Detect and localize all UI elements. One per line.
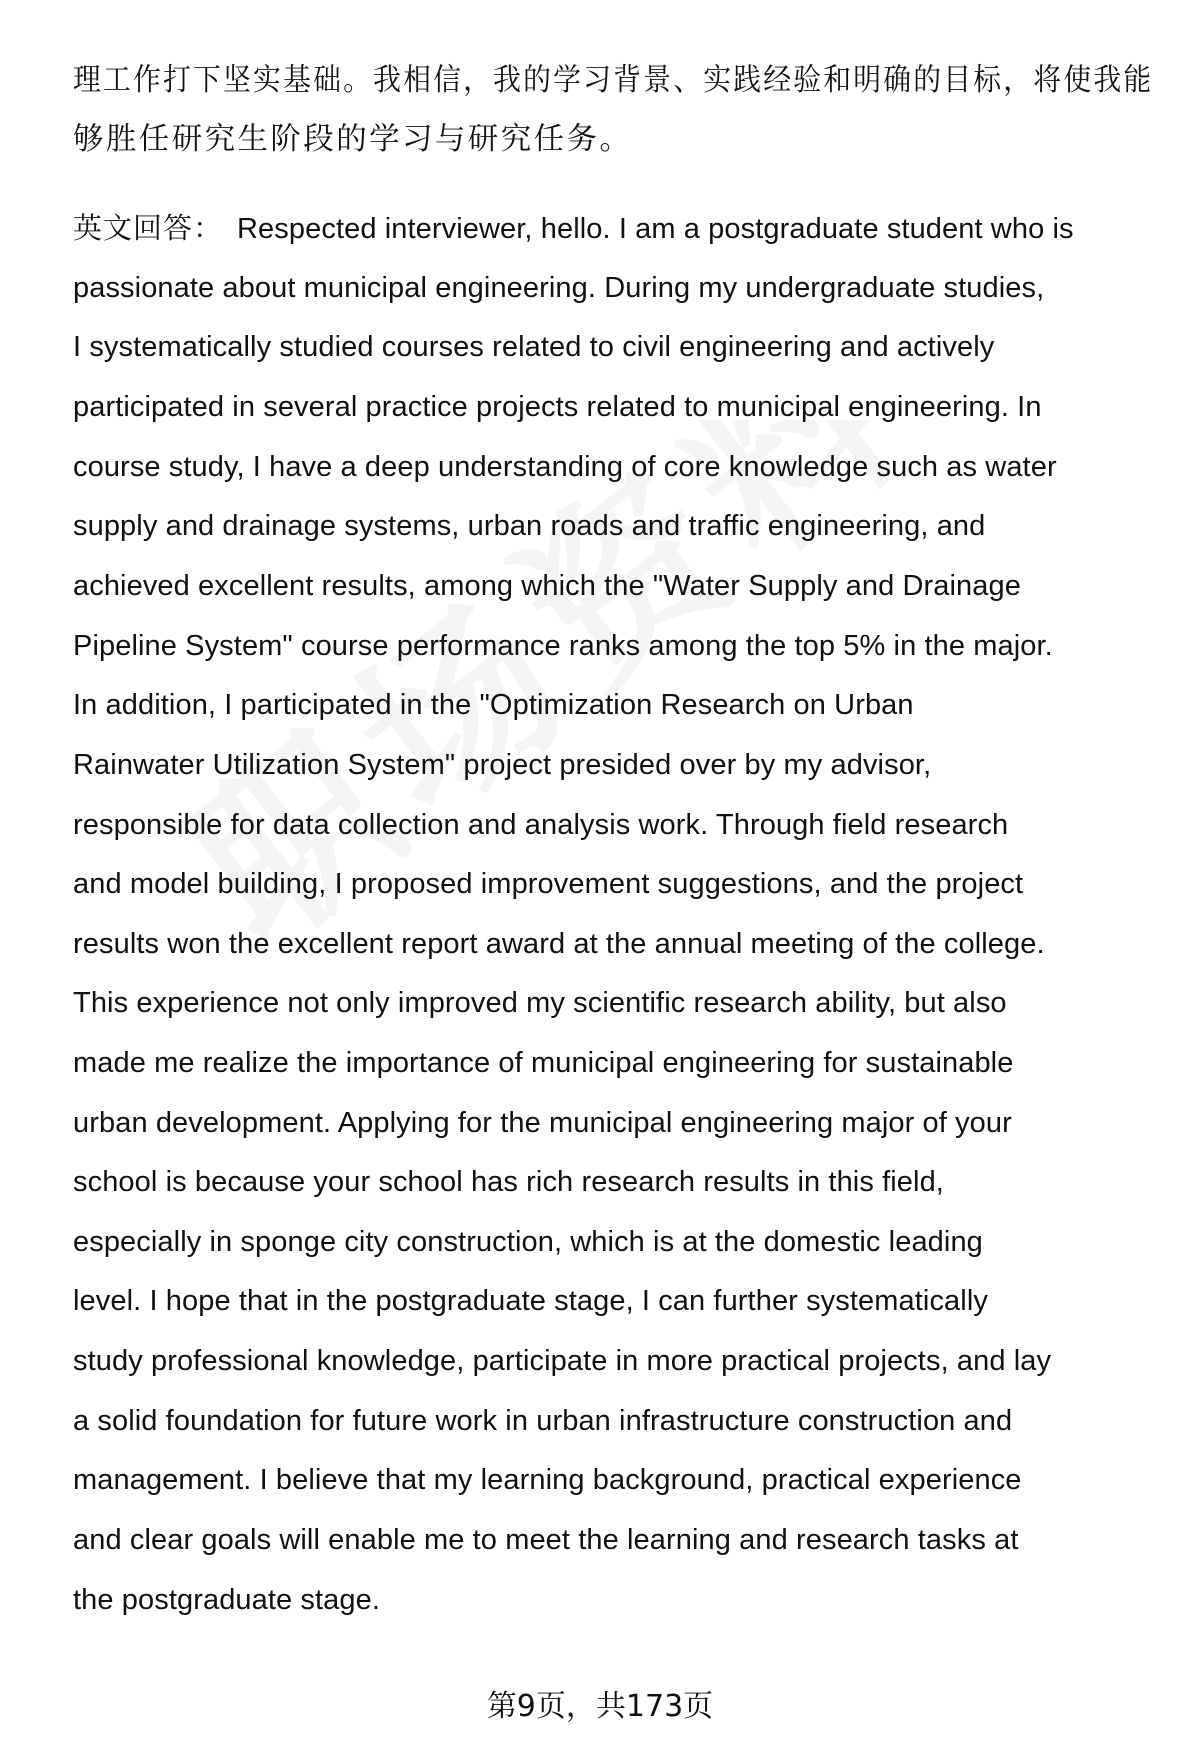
- english-answer-line: achieved excellent results, among which the "Water Supply and Drainage: [73, 570, 1021, 602]
- english-answer-line: school is because your school has rich research results in this field,: [73, 1166, 944, 1198]
- english-answer-line: passionate about municipal engineering. During my undergraduate studies,: [73, 272, 1045, 304]
- english-answer-line: and clear goals will enable me to meet the learning and research tasks at: [73, 1524, 1019, 1556]
- english-answer-line: and model building, I proposed improvement suggestions, and the project: [73, 868, 1024, 900]
- chinese-paragraph-line: 够胜任研究生阶段的学习与研究任务。: [73, 122, 633, 157]
- page-number: 第9页，共173页: [486, 1689, 714, 1724]
- english-answer-line: supply and drainage systems, urban roads and traffic engineering, and: [73, 510, 986, 542]
- english-answer-line: [73, 208, 1074, 248]
- english-answer-line: I systematically studied courses related to civil engineering and actively: [73, 331, 995, 363]
- english-answer-line: Pipeline System" course performance ranks among the top 5% in the major.: [73, 630, 1053, 662]
- english-answer-text: Respected interviewer, hello. I am a postgraduate student who is: [237, 213, 1074, 245]
- english-answer-label: 英文回答：: [73, 211, 224, 245]
- english-answer-line: In addition, I participated in the "Optimization Research on Urban: [73, 689, 914, 721]
- english-answer-line: management. I believe that my learning background, practical experience: [73, 1464, 1022, 1496]
- english-answer-line: responsible for data collection and analysis work. Through field research: [73, 809, 1009, 841]
- english-answer-line: urban development. Applying for the municipal engineering major of your: [73, 1107, 1012, 1139]
- english-answer-line: a solid foundation for future work in urban infrastructure construction and: [73, 1405, 1013, 1437]
- english-answer-line: results won the excellent report award at the annual meeting of the college.: [73, 928, 1045, 960]
- english-answer-line: This experience not only improved my scientific research ability, but also: [73, 987, 1007, 1019]
- english-answer-line: the postgraduate stage.: [73, 1584, 381, 1616]
- english-answer-line: study professional knowledge, participate in more practical projects, and lay: [73, 1345, 1052, 1377]
- english-answer-line: Rainwater Utilization System" project presided over by my advisor,: [73, 749, 932, 781]
- english-answer-line: course study, I have a deep understanding of core knowledge such as water: [73, 451, 1057, 483]
- english-answer-line: level. I hope that in the postgraduate stage, I can further systematically: [73, 1285, 988, 1317]
- english-answer-line: especially in sponge city construction, which is at the domestic leading: [73, 1226, 983, 1258]
- english-answer-line: participated in several practice projects related to municipal engineering. In: [73, 391, 1042, 423]
- english-answer-line: made me realize the importance of municipal engineering for sustainable: [73, 1047, 1014, 1079]
- chinese-paragraph-line: 理工作打下坚实基础。我相信，我的学习背景、实践经验和明确的目标，将使我能: [73, 63, 1154, 98]
